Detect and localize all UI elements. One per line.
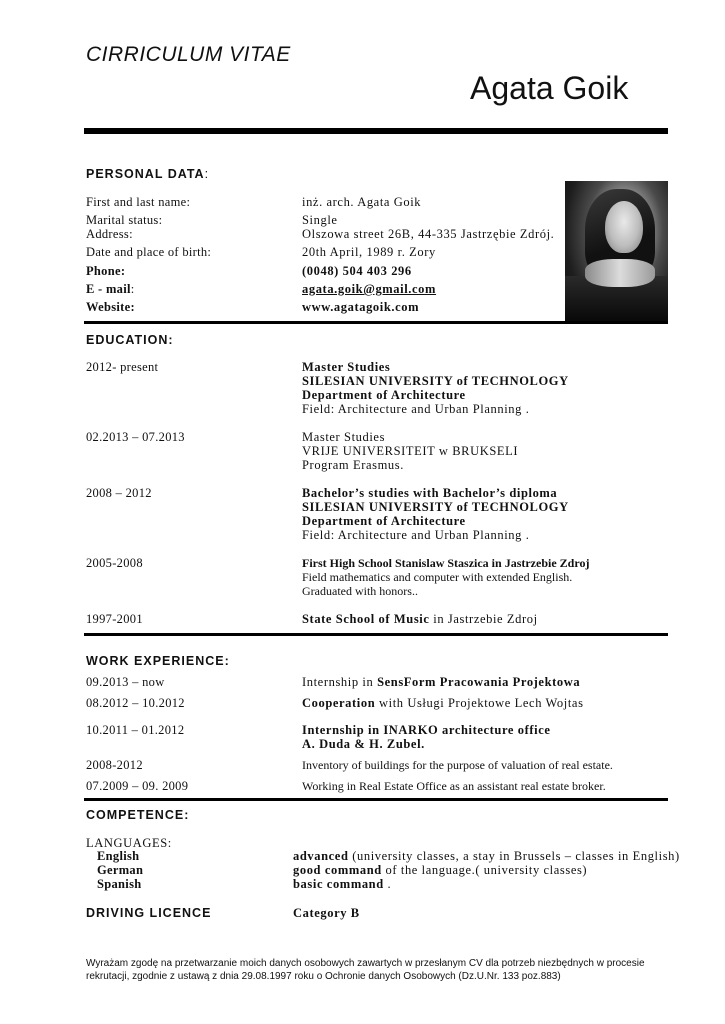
edu-date-3: 2008 – 2012 [86, 486, 152, 500]
languages-label: LANGUAGES: [86, 836, 172, 850]
edu-entry-1: Master Studies SILESIAN UNIVERSITY of TECHNOLOGY Department of Architecture Field: Architecture and Urban Planning . [302, 360, 569, 416]
edu-entry-2: Master Studies VRIJE UNIVERSITEIT w BRUKSELI Program Erasmus. [302, 430, 519, 472]
label-email: E - mail: [86, 282, 135, 296]
website-link[interactable]: www.agatagoik.com [302, 300, 420, 314]
edu-entry-3: Bachelor’s studies with Bachelor’s diploma SILESIAN UNIVERSITY of TECHNOLOGY Department of Architecture Field: Architecture and Urban Planning . [302, 486, 569, 542]
driving-licence-heading: DRIVING LICENCE [86, 906, 212, 920]
label-birth: Date and place of birth: [86, 245, 212, 259]
label-marital-status: Marital status: [86, 213, 163, 227]
education-divider [84, 633, 668, 636]
value-name: inż. arch. Agata Goik [302, 195, 422, 209]
work-entry-1: Internship in SensForm Pracowania Projektowa [302, 675, 581, 689]
header-divider [84, 128, 668, 134]
work-entry-3: Internship in INARKO architecture office A. Duda & H. Zubel. [302, 723, 551, 751]
language-spanish-level: basic command . [293, 877, 392, 891]
work-entry-4: Inventory of buildings for the purpose of valuation of real estate. [302, 758, 613, 772]
language-german: German [97, 863, 144, 877]
edu-date-5: 1997-2001 [86, 612, 143, 626]
language-german-level: good command of the language.( university classes) [293, 863, 588, 877]
work-date-2: 08.2012 – 10.2012 [86, 696, 185, 710]
edu-date-2: 02.2013 – 07.2013 [86, 430, 185, 444]
candidate-name: Agata Goik [470, 70, 629, 106]
edu-date-1: 2012- present [86, 360, 159, 374]
work-entry-2: Cooperation with Usługi Projektowe Lech Wojtas [302, 696, 584, 710]
personal-divider [84, 321, 668, 324]
work-date-1: 09.2013 – now [86, 675, 165, 689]
value-phone: (0048) 504 403 296 [302, 264, 412, 278]
edu-entry-5: State School of Music in Jastrzebie Zdroj [302, 612, 538, 626]
gdpr-consent: Wyrażam zgodę na przetwarzanie moich danych osobowych zawartych w przesłanym CV dla potrzeb niezbędnych w procesie rekrutacji, zgodnie z ustawą z dnia 29.08.1997 roku o Ochronie danych Osobowych (Dz.U.Nr. 133 poz.883) [86, 958, 645, 982]
label-address: Address: [86, 227, 133, 241]
work-heading: WORK EXPERIENCE: [86, 654, 230, 668]
language-english-level: advanced (university classes, a stay in Brussels – classes in English) [293, 849, 680, 863]
value-address: Olszowa street 26B, 44-335 Jastrzębie Zdrój. [302, 227, 555, 241]
label-name: First and last name: [86, 195, 191, 209]
education-heading: EDUCATION: [86, 333, 174, 347]
edu-entry-4: First High School Stanislaw Staszica in Jastrzebie Zdroj Field mathematics and computer with extended English. Graduated with honors.. [302, 556, 590, 598]
language-english: English [97, 849, 140, 863]
value-marital-status: Single [302, 213, 338, 227]
work-date-5: 07.2009 – 09. 2009 [86, 779, 189, 793]
personal-data-heading: PERSONAL DATA: [86, 167, 210, 181]
value-birth: 20th April, 1989 r. Zory [302, 245, 436, 259]
label-website: Website: [86, 300, 135, 314]
work-divider [84, 798, 668, 801]
language-spanish: Spanish [97, 877, 142, 891]
work-date-4: 2008-2012 [86, 758, 143, 772]
email-link[interactable]: agata.goik@gmail.com [302, 282, 437, 296]
competence-heading: COMPETENCE: [86, 808, 190, 822]
label-phone: Phone: [86, 264, 126, 278]
profile-photo [565, 181, 668, 321]
document-title: CIRRICULUM VITAE [86, 43, 291, 66]
work-entry-5: Working in Real Estate Office as an assistant real estate broker. [302, 779, 606, 793]
edu-date-4: 2005-2008 [86, 556, 143, 570]
driving-licence-value: Category B [293, 906, 360, 920]
work-date-3: 10.2011 – 01.2012 [86, 723, 185, 737]
